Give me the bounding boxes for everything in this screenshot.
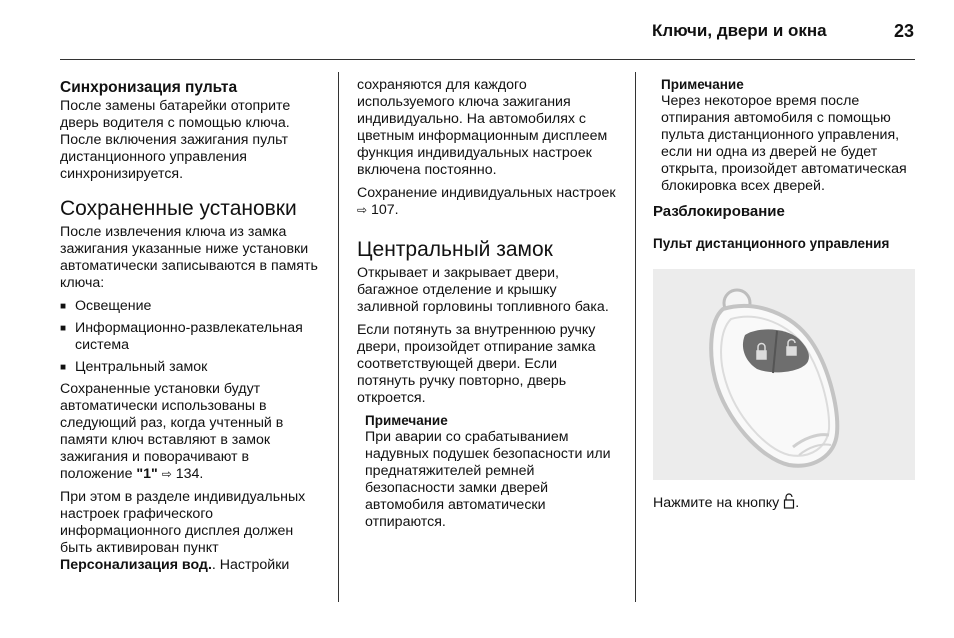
list-item: ■ Информационно-развлекательная система [60,320,325,354]
central-lock-heading: Центральный замок [357,238,553,261]
remote-key-fob-icon [653,269,915,480]
saved-text-2-body: При этом в разделе индивидуальных настроек графического информационного дисплея должен быть активирован пункт [60,489,306,556]
central-lock-text-2: Если потянуть за внутреннюю ручку двери, произойдет отпирание замка соответствующей двери. Если потянуть ручку повторно, дверь откроется. [357,322,596,406]
remote-key-illustration [653,269,915,480]
column-2 [357,77,619,537]
page-reference-icon: ⇨ [161,467,172,481]
column-3 [653,77,917,254]
individual-settings-ref [357,185,619,219]
central-lock-note [357,413,619,531]
unlock-heading: Разблокирование [653,203,785,220]
unlock-icon [783,493,795,509]
saved-settings-text-1 [60,381,325,483]
column-divider-1 [338,72,339,602]
instruction-line [653,493,917,512]
note-text: При аварии со срабатыванием надувных подушек безопасности или преднатяжителей ремней безопасности замки дверей автомобиля автоматически отпираются. [365,429,611,530]
note-label: Примечание [365,413,448,428]
remote-control-heading: Пульт дистанционного управления [653,236,890,251]
instruction-text: Нажмите на кнопку [653,495,780,511]
list-item: ■ Центральный замок [60,359,325,376]
page-reference-link[interactable]: 107. [371,202,399,218]
saved-settings-list [60,298,325,376]
sync-heading: Синхронизация пульта [60,79,238,96]
header-section-title: Ключи, двери и окна [652,21,827,40]
central-lock-text-1: Открывает и закрывает двери, багажное отделение и крышку заливной горловины топливного бака. [357,265,609,315]
sync-text: После замены батарейки отоприте дверь водителя с помощью ключа. После включения зажигания пульт дистанционного управления синхронизируется. [60,98,291,182]
page-header [0,0,954,62]
page-reference-icon: ⇨ [357,203,368,217]
saved-settings-intro: После извлечения ключа из замка зажигания указанные ниже установки автоматически записываются в память ключа: [60,224,318,291]
note-text: Через некоторое время после отпирания автомобиля с помощью пульта дистанционного управления, если ни одна из дверей не будет открыта, произойдет автоматическая блокировка всех дверей. [661,93,907,194]
list-item: ■ Освещение [60,298,325,315]
saved-text-1-body: Сохраненные установки будут автоматически использованы в следующий раз, когда учтенный в памяти ключ вставляют в замок зажигания и поворачивают в положение [60,381,284,482]
menu-path-bold: Персонализация вод. [60,557,212,573]
column-divider-2 [635,72,636,602]
ignition-position-label: "1" [136,466,158,482]
page-number: 23 [894,21,915,41]
auto-lock-note [653,77,917,195]
instruction-end: . [795,495,800,511]
column-1 [60,79,325,580]
saved-settings-text-2 [60,489,325,574]
saved-settings-heading: Сохраненные установки [60,197,297,220]
page-reference-link[interactable]: 134. [175,466,204,482]
continued-text: сохраняются для каждого используемого ключа зажигания индивидуально. На автомобилях с цветным информационным дисплеем функция индивидуальных настроек включена постоянно. [357,77,608,178]
note-label: Примечание [661,77,744,92]
header-divider [60,59,915,60]
ref-text: Сохранение индивидуальных настроек [357,185,616,201]
menu-path-rest: . Настройки [211,557,290,573]
